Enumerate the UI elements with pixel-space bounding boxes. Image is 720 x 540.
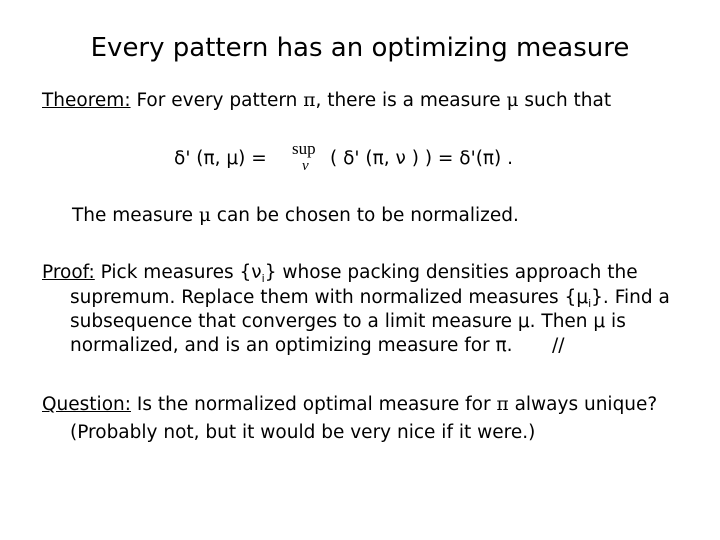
proof-end-mark: // (552, 335, 565, 356)
theorem-label: Theorem: (42, 90, 131, 111)
subscript-i: i (261, 272, 265, 285)
normalized-note-post: can be chosen to be normalized. (216, 205, 519, 226)
question-line1-post: always unique? (514, 394, 658, 415)
sup-operator: sup (292, 139, 316, 158)
proof-line-1 (42, 262, 638, 286)
normalized-note-pre: The measure (72, 205, 193, 226)
question-label: Question: (42, 394, 131, 415)
proof-line1-pre: Pick measures {ν (100, 262, 262, 283)
equation-rhs: ( δ' (π, ν ) ) = δ'(π) . (330, 148, 514, 169)
proof-line-4: normalized, and is an optimizing measure for π. (70, 335, 513, 356)
proof-line2-pre: supremum. Replace them with normalized measures {μ (70, 287, 589, 308)
mu-symbol: μ (506, 90, 519, 111)
equation-lhs: δ' (π, μ) = (174, 148, 267, 169)
theorem-text-post: such that (524, 90, 612, 111)
pi-symbol: π (496, 394, 509, 415)
question-line1-pre: Is the normalized optimal measure for (136, 394, 491, 415)
slide-title: Every pattern has an optimizing measure (90, 33, 630, 63)
proof-line1-post: } whose packing densities approach the (264, 262, 638, 283)
theorem-text-mid: , there is a measure (315, 90, 501, 111)
sup-variable: ν (302, 158, 309, 174)
normalized-note (72, 205, 519, 227)
pi-symbol: π (303, 90, 316, 111)
proof-line-2 (70, 287, 670, 311)
mu-symbol: μ (198, 205, 211, 226)
theorem-statement (42, 90, 611, 112)
question-line-1 (42, 394, 657, 416)
proof-line2-post: }. Find a (591, 287, 670, 308)
proof-line-3: subsequence that converges to a limit measure μ. Then μ is (70, 311, 626, 332)
question-line-2: (Probably not, but it would be very nice if it were.) (70, 422, 536, 443)
theorem-text-pre: For every pattern (136, 90, 298, 111)
subscript-i: i (588, 297, 592, 310)
proof-label: Proof: (42, 262, 95, 283)
